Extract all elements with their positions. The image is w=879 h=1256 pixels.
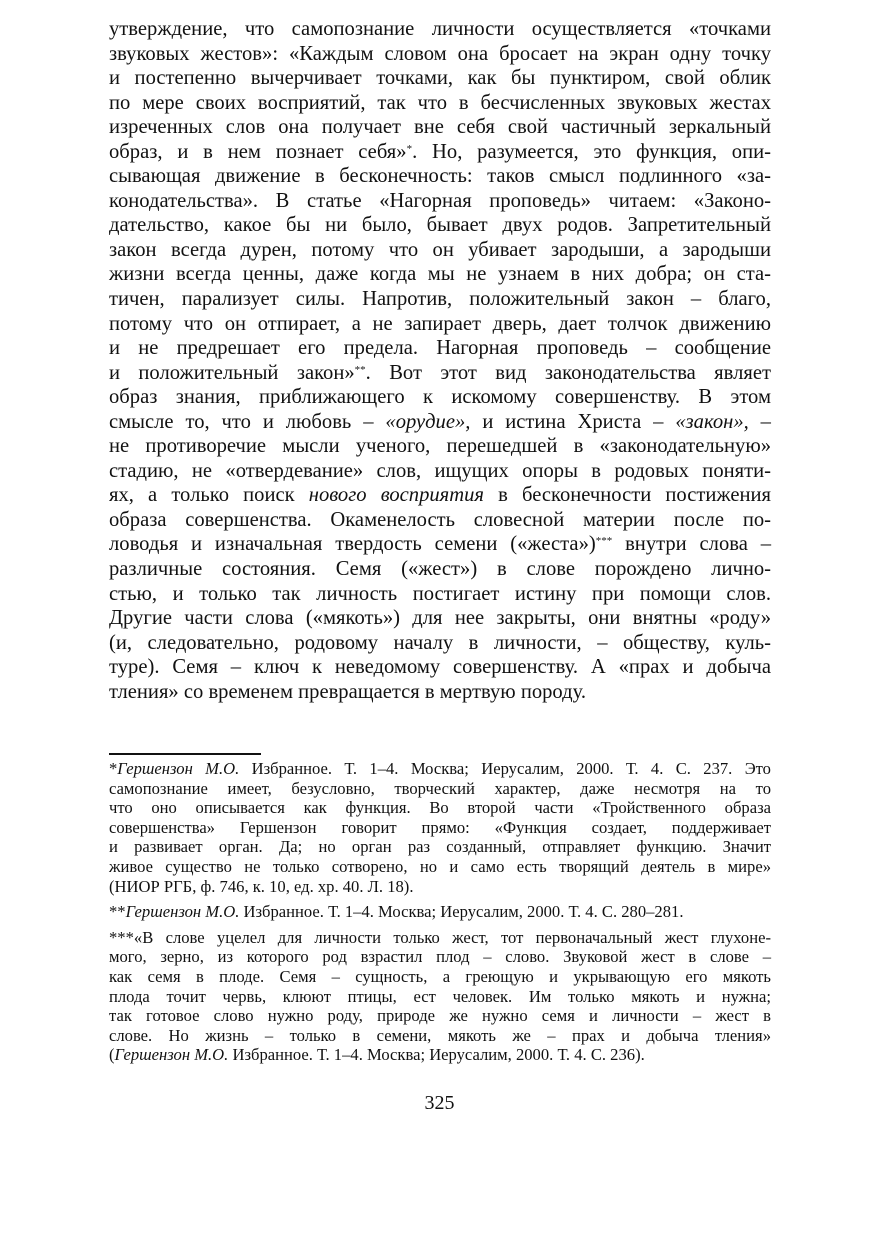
italic-phrase: нового восприятия: [308, 484, 485, 507]
text-line: потому что он отпирает, а не запирает дверь, дает толчок движению: [109, 312, 771, 335]
text-line: образ, и в нем познает себя»*. Но, разумеется, это функция, опи-: [109, 140, 771, 163]
text-line: дательство, какое бы ни было, бывает двух родов. Запретительный: [109, 214, 771, 237]
footnote-number: *: [109, 759, 118, 778]
text-line: и не предрешает его предела. Нагорная проповедь – сообщение: [109, 337, 771, 360]
footnote-marker[interactable]: *: [406, 142, 413, 155]
footnote-rule: [109, 753, 261, 755]
footnote-line: плода точит червь, клюют птицы, ест человек. Им только мякоть и нужна;: [109, 986, 771, 1006]
footnote-marker[interactable]: **: [354, 363, 366, 376]
text-line: и постепенно вычерчивает точками, как бы пунктиром, свой облик: [109, 67, 771, 90]
footnote-line: живое существо не только сотворено, но и само есть творящий деятель в мире»: [109, 856, 771, 876]
footnote: [109, 759, 771, 896]
footnote-line: и развивает орган. Да; но орган раз созданный, отправляет функцию. Значит: [109, 837, 771, 857]
footnote-line: мого, зерно, из которого род взрастил плод – слово. Звуковой жест в слове –: [109, 947, 771, 967]
footnote-line: (Гершензон М.О. Избранное. Т. 1–4. Москва; Иерусалим, 2000. Т. 4. С. 236).: [109, 1045, 645, 1065]
footnotes: [109, 753, 771, 1071]
footnote-number: ***: [109, 927, 134, 947]
footnote-author: Гершензон М.О.: [117, 759, 240, 778]
footnote-line: слове. Но жизнь – только в семени, мякоть же – прах и добыча тления»: [109, 1025, 771, 1045]
footnote-author: Гершензон М.О.: [125, 902, 240, 922]
text-line: образа совершенства. Окаменелость словесной материи после по-: [109, 508, 771, 531]
text-line: изреченных слов она получает вне себя свой частичный зеркальный: [109, 116, 771, 139]
text-line: и положительный закон»**. Вот этот вид законодательства являет: [109, 361, 771, 384]
text-line: смысле то, что и любовь – «орудие», и истина Христа – «закон», –: [109, 410, 771, 433]
text-line: различные состояния. Семя («жест») в слове порождено лично-: [109, 558, 771, 581]
page-body: [109, 17, 771, 704]
text-line: конодательства». В статье «Нагорная проповедь» читаем: «Законо-: [109, 189, 771, 212]
text-line: туре). Семя – ключ к неведомому совершенству. А «прах и добыча: [109, 656, 771, 679]
footnote-number: **: [109, 902, 126, 922]
text-line: ловодья и изначальная твердость семени («жеста»)*** внутри слова –: [109, 533, 771, 556]
text-line: Другие части слова («мякоть») для нее закрыты, они внятны «роду»: [109, 607, 771, 630]
footnote-author: Гершензон М.О.: [114, 1045, 229, 1065]
text-line: закон всегда дурен, потому что он убивает зародыши, а зародыши: [109, 238, 771, 261]
footnote-line: что оно описывается как функция. Во второй части «Тройственного образа: [109, 798, 771, 818]
text-line: по мере своих восприятий, так что в бесчисленных звуковых жестах: [109, 91, 771, 114]
footnote-line: совершенства» Гершензон говорит прямо: «Функция создает, поддерживает: [109, 817, 771, 837]
footnote-line: так готовое слово нужно роду, природе же нужно семя и личности – жест в: [109, 1006, 771, 1026]
main-text: [109, 17, 771, 704]
text-line: тления» со временем превращается в мертвую породу.: [109, 680, 586, 703]
text-line: жизни всегда ценны, даже когда мы не узнаем в них добра; он ста-: [109, 263, 771, 286]
footnote-list: [109, 759, 771, 1065]
italic-phrase: «орудие»,: [385, 410, 471, 433]
text-line: (и, следовательно, родовому началу в личности, – обществу, куль-: [109, 631, 771, 654]
text-line: звуковых жестов»: «Каждым словом она бросает на экран одну точку: [109, 42, 771, 65]
page-number: 325: [424, 1092, 455, 1114]
text-line: утверждение, что самопознание личности осуществляется «точками: [109, 18, 771, 40]
text-line: сывающая движение в бесконечность: таков смысл подлинного «за-: [109, 165, 771, 188]
text-line: образ знания, приближающего к искомому совершенству. В этом: [109, 386, 771, 409]
footnote-line: (НИОР РГБ, ф. 746, к. 10, ед. хр. 40. Л. 18).: [109, 876, 414, 896]
text-line: стью, и только так личность постигает истину при помощи слов.: [109, 582, 771, 605]
text-line: тичен, парализует силы. Напротив, положительный закон – благо,: [109, 288, 771, 311]
footnote-line: самопознание имеет, безусловно, творческий характер, даже несмотря на то: [109, 778, 771, 798]
text-line: стадию, не «отвердевание» слов, ищущих опоры в родовых поняти-: [109, 459, 771, 482]
footnote: [109, 928, 771, 1065]
footnote-line: *Гершензон М.О. Избранное. Т. 1–4. Москва; Иерусалим, 2000. Т. 4. С. 237. Это: [109, 759, 771, 778]
italic-phrase: «закон»,: [675, 410, 749, 433]
footnote: [109, 902, 771, 922]
footnote-line: как семя в плоде. Семя – сущность, а греющую и укрывающую его мякоть: [109, 966, 771, 986]
text-line: не противоречие мысли ученого, перешедшей в «законодательную»: [109, 435, 771, 458]
text-line: ях, а только поиск нового восприятия в бесконечности постижения: [109, 484, 771, 507]
footnote-line: **Гершензон М.О. Избранное. Т. 1–4. Москва; Иерусалим, 2000. Т. 4. С. 280–281.: [109, 902, 684, 922]
footnote-marker[interactable]: ***: [595, 535, 613, 548]
footnote-line: ***«В слове уцелел для личности только жест, тот первоначальный жест глухоне-: [109, 927, 771, 947]
